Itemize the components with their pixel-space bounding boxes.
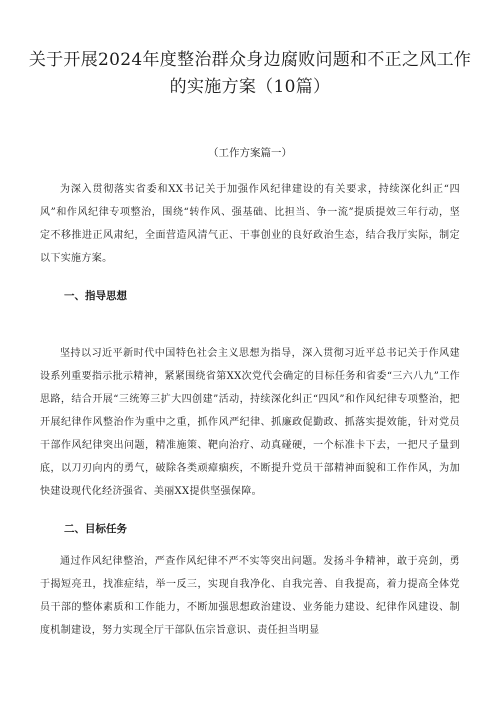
section-paragraph-guiding-ideology: 坚持以习近平新时代中国特色社会主义思想为指导，深入贯彻习近平总书记关于作风建设系列重要指示批示精神，紧紧围绕省第XX次党代会确定的目标任务和省委“三六八九”工作思路，结合开展“三统筹三扩大四创建”活动，持续深化纠正“四风”和作风纪律专项整治，把开展纪律作风整治作为重中之重，抓作风严纪律、抓廉政促勤政、抓落实提效能，针对党员干部作风纪律突出问题，精准施策、靶向治疗、动真碰硬，一个标准卡下去，一把尺子量到底，以刀刃向内的勇气，破除各类顽瘴痼疾，不断提升党员干部精神面貌和工作作风，为加快建设现代化经济强省、美丽XX提供坚强保障。 <box>40 348 460 497</box>
document-subtitle: （工作方案篇一） <box>208 147 292 159</box>
section-heading-objectives: 二、目标任务 <box>64 523 127 535</box>
section-paragraph-objectives: 通过作风纪律整治，严查作风纪律不严不实等突出问题。发扬斗争精神，敢于亮剑，勇于揭短亮丑，找准症结，举一反三，实现自我净化、自我完善、自我提高，着力提高全体党员干部的整体素质和工作能力，不断加强思想政治建设、业务能力建设、纪律作风建设、制度机制建设，努力实现全厅干部队伍宗旨意识、责任担当明显 <box>40 556 460 636</box>
document-title: 关于开展2024年度整治群众身边腐败问题和不正之风工作的实施方案（10篇） <box>28 50 472 97</box>
intro-paragraph: 为深入贯彻落实省委和XX书记关于加强作风纪律建设的有关要求，持续深化纠正“四风”和作风纪律专项整治，围绕“转作风、强基础、比担当、争一流”提质提效三年行动，坚定不移推进正风肃纪，全面营造风清气正、干事创业的良好政治生态，结合我厅实际，制定以下实施方案。 <box>40 184 460 264</box>
section-heading-guiding-ideology: 一、指导思想 <box>64 290 127 302</box>
